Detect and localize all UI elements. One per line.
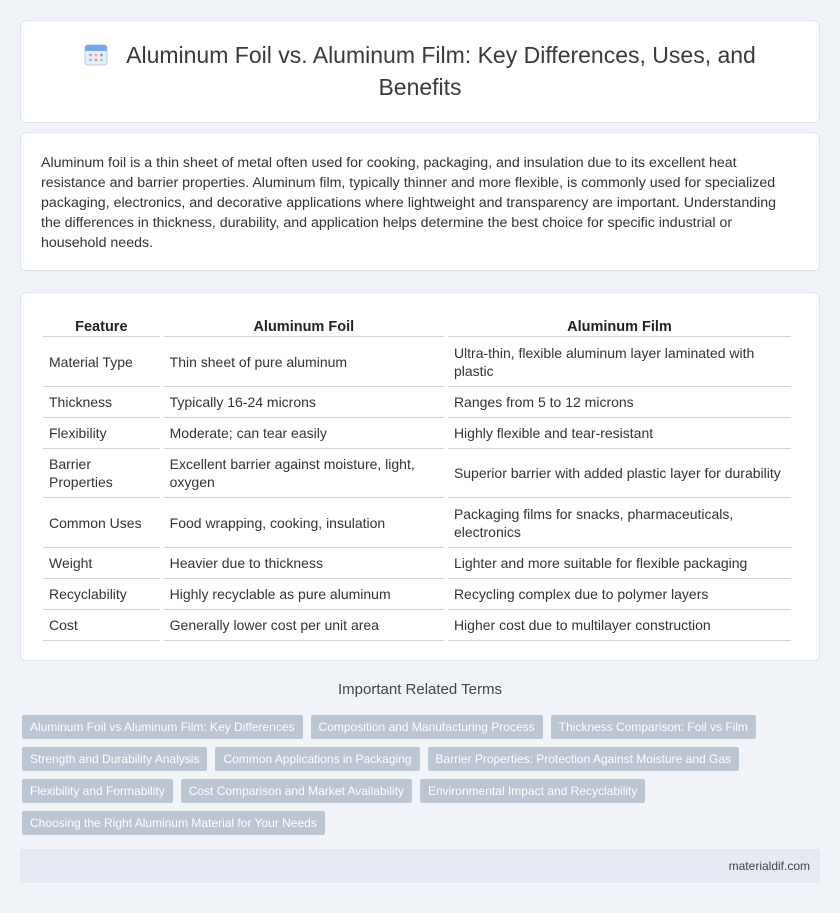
table-cell: Cost [43,610,160,641]
table-cell: Recycling complex due to polymer layers [448,579,791,610]
table-cell: Thickness [43,387,160,418]
intro-card [20,132,820,271]
table-row [43,498,791,548]
related-terms-list [22,715,822,835]
page-title-wrap [81,41,759,102]
table-row [43,610,791,641]
table-cell: Weight [43,548,160,579]
table-cell: Material Type [43,337,160,387]
related-term-tag[interactable]: Thickness Comparison: Foil vs Film [551,715,756,739]
table-cell: Barrier Properties [43,449,160,498]
table-cell: Ultra-thin, flexible aluminum layer laminated with plastic [448,337,791,387]
related-term-tag[interactable]: Environmental Impact and Recyclability [420,779,645,803]
related-term-tag[interactable]: Aluminum Foil vs Aluminum Film: Key Differences [22,715,303,739]
table-row [43,387,791,418]
related-term-tag[interactable]: Barrier Properties: Protection Against Moisture and Gas [428,747,739,771]
footer [20,849,820,883]
table-cell: Highly recyclable as pure aluminum [164,579,444,610]
intro-text: Aluminum foil is a thin sheet of metal often used for cooking, packaging, and insulation due to its excellent heat resistance and barrier properties. Aluminum film, typically thinner and more flexible, is commonly used for specialized packaging, electronics, and decorative applications where lightweight and transparency are important. Understanding the differences in thickness, durability, and application helps determine the best choice for specific industrial or household needs. [41,155,777,251]
table-cell: Highly flexible and tear-resistant [448,418,791,449]
table-cell: Typically 16-24 microns [164,387,444,418]
related-term-tag[interactable]: Common Applications in Packaging [215,747,419,771]
title-card [20,20,820,123]
table-cell: Recyclability [43,579,160,610]
table-row [43,548,791,579]
table-cell: Superior barrier with added plastic layer for durability [448,449,791,498]
header-aluminum-foil: Aluminum Foil [164,313,444,337]
footer-site-link[interactable]: materialdif.com [728,859,810,873]
table-cell: Heavier due to thickness [164,548,444,579]
comparison-card [20,292,820,661]
page-title: Aluminum Foil vs. Aluminum Film: Key Differences, Uses, and Benefits [126,42,756,100]
table-cell: Higher cost due to multilayer construction [448,610,791,641]
calendar-icon [84,42,108,73]
table-cell: Common Uses [43,498,160,548]
table-row [43,449,791,498]
comparison-table [39,313,795,641]
table-cell: Lighter and more suitable for flexible packaging [448,548,791,579]
related-terms-title: Important Related Terms [338,681,502,698]
table-cell: Moderate; can tear easily [164,418,444,449]
related-term-tag[interactable]: Choosing the Right Aluminum Material for Your Needs [22,811,325,835]
table-cell: Thin sheet of pure aluminum [164,337,444,387]
related-term-tag[interactable]: Strength and Durability Analysis [22,747,207,771]
table-cell: Generally lower cost per unit area [164,610,444,641]
related-term-tag[interactable]: Cost Comparison and Market Availability [181,779,412,803]
related-term-tag[interactable]: Flexibility and Formability [22,779,173,803]
table-cell: Ranges from 5 to 12 microns [448,387,791,418]
table-cell: Flexibility [43,418,160,449]
header-aluminum-film: Aluminum Film [448,313,791,337]
header-feature: Feature [43,313,160,337]
table-row [43,337,791,387]
related-term-tag[interactable]: Composition and Manufacturing Process [311,715,543,739]
table-cell: Excellent barrier against moisture, light, oxygen [164,449,444,498]
table-cell: Food wrapping, cooking, insulation [164,498,444,548]
table-row [43,579,791,610]
table-row [43,418,791,449]
table-header-row [43,313,791,337]
table-cell: Packaging films for snacks, pharmaceuticals, electronics [448,498,791,548]
